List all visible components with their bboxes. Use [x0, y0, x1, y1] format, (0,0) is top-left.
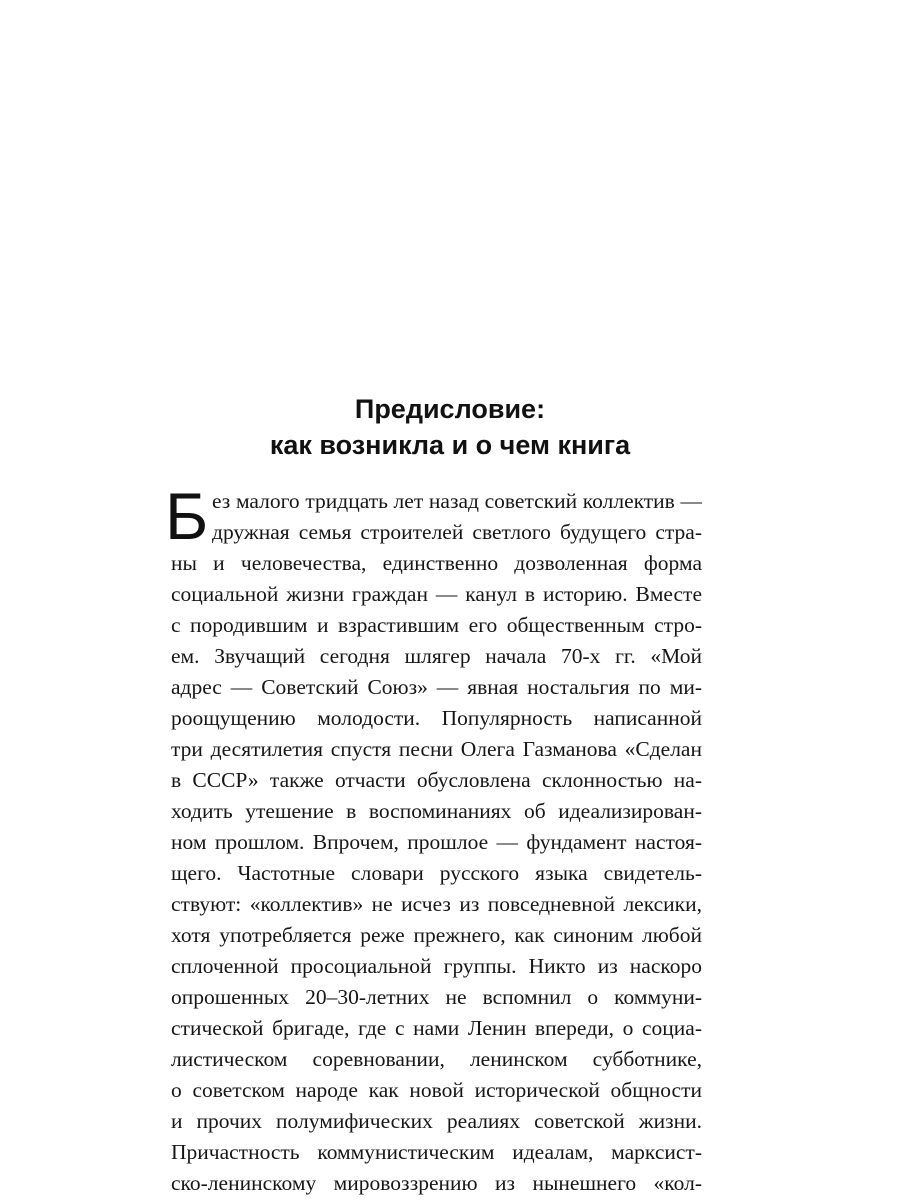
- text-line: ско-ленинскому мировоззрению из нынешнего «кол-: [171, 1171, 702, 1195]
- text-line: адрес — Советский Союз» — явная ностальгия по ми-: [171, 675, 702, 699]
- text-line: ем. Звучащий сегодня шлягер начала 70-х гг. «Мой: [171, 644, 702, 668]
- text-line: дружная семья строителей светлого будущего стра-: [212, 520, 702, 544]
- text-line: роощущению молодости. Популярность написанной: [171, 706, 702, 730]
- text-line: хотя употребляется реже прежнего, как синоним любой: [171, 923, 702, 947]
- text-line: и прочих полумифических реалиях советской жизни.: [171, 1109, 702, 1133]
- preface-subtitle: как возникла и о чем книга: [269, 430, 631, 460]
- text-line: ствуют: «коллектив» не исчез из повседневной лексики,: [171, 892, 702, 916]
- text-line: социальной жизни граждан — канул в историю. Вместе: [171, 582, 702, 606]
- text-line: ез малого тридцать лет назад советский коллектив —: [212, 489, 702, 513]
- text-line: в СССР» также отчасти обусловлена склонностью на-: [171, 768, 702, 792]
- text-line: ны и человечества, единственно дозволенная форма: [171, 551, 702, 575]
- text-line: ном прошлом. Впрочем, прошлое — фундамент настоя-: [171, 830, 702, 854]
- text-line: листическом соревновании, ленинском субботнике,: [171, 1047, 702, 1071]
- preface-title: Предисловие:: [354, 394, 546, 424]
- text-line: с породившим и взрастившим его общественным стро-: [171, 613, 702, 637]
- text-line: щего. Частотные словари русского языка свидетель-: [171, 861, 702, 885]
- text-line: стической бригаде, где с нами Ленин впереди, о социа-: [171, 1016, 702, 1040]
- text-line: сплоченной просоциальной группы. Никто из наскоро: [171, 954, 702, 978]
- text-line: ходить утешение в воспоминаниях об идеализирован-: [171, 799, 702, 823]
- text-line: о советском народе как новой исторической общности: [171, 1078, 702, 1102]
- drop-cap: Б: [165, 479, 209, 553]
- text-line: три десятилетия спустя песни Олега Газманова «Сделан: [171, 737, 702, 761]
- text-line: Причастность коммунистическим идеалам, марксист-: [171, 1140, 702, 1164]
- text-line: опрошенных 20–30-летних не вспомнил о коммуни-: [171, 985, 702, 1009]
